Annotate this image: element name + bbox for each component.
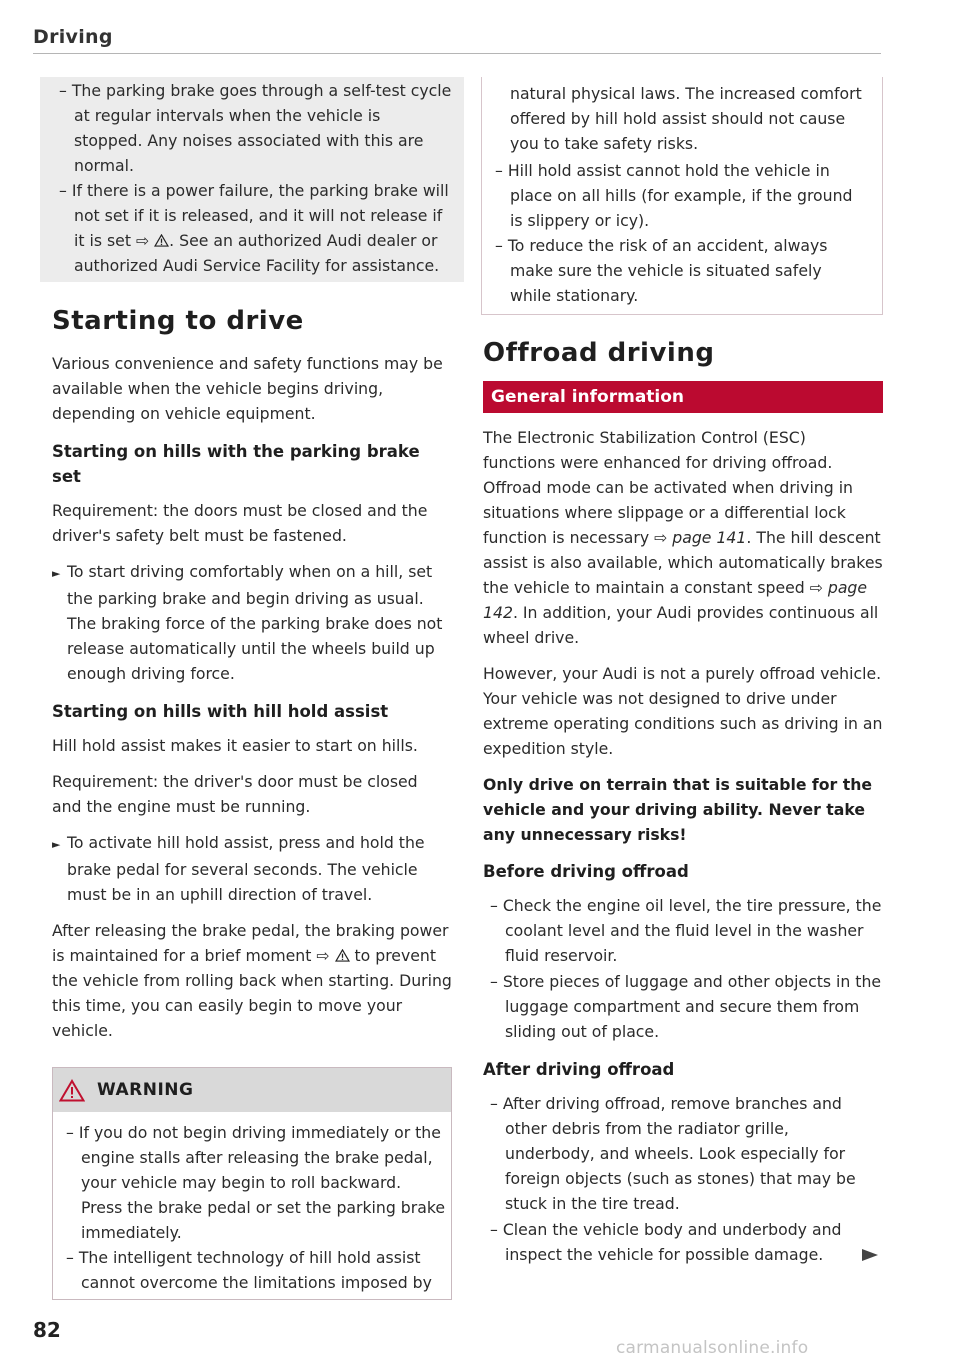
instruction-step: ► To activate hill hold assist, press and hold the brake pedal for several seconds. The vehicle must be in an uphill direction of travel. xyxy=(52,833,425,904)
section-heading: Offroad driving xyxy=(483,338,715,368)
warning-item: – Hill hold assist cannot hold the vehicle in place on all hills (for example, if the ground is slippery or icy). xyxy=(482,158,866,233)
subheading: Starting on hills with hill hold assist xyxy=(52,702,389,721)
list-item: – After driving offroad, remove branches and other debris from the radiator grille, underbody, and wheels. Look especially for foreign objects (such as stones) that may be stuck in the tire tread. xyxy=(483,1091,883,1216)
left-column xyxy=(52,77,452,1300)
paragraph: Hill hold assist makes it easier to start on hills. xyxy=(52,736,418,755)
section-heading: Starting to drive xyxy=(52,306,304,336)
list-item: – Store pieces of luggage and other objects in the luggage compartment and secure them from sliding out of place. xyxy=(483,969,883,1044)
parking-brake-notes xyxy=(40,77,464,282)
requirement-text: Requirement: the doors must be closed and the driver's safety belt must be fastened. xyxy=(52,501,428,545)
subheading: Starting on hills with the parking brake set xyxy=(52,442,420,486)
page-reference-link[interactable]: ⇨ page 142 xyxy=(483,578,868,622)
warning-title: WARNING xyxy=(97,1080,194,1100)
instruction-step: ► To start driving comfortably when on a hill, set the parking brake and begin driving as usual. The braking force of the parking brake does not release automatically until the wheels build up enough driving force. xyxy=(52,562,443,683)
warning-triangle-icon xyxy=(335,949,350,962)
warning-item: – The intelligent technology of hill hold assist cannot overcome the limitations imposed by xyxy=(59,1245,445,1295)
warning-triangle-icon xyxy=(59,1079,85,1102)
warning-item: – If you do not begin driving immediately or the engine stalls after releasing the brake pedal, your vehicle may begin to roll backward. Press the brake pedal or set the parking brake immediately. xyxy=(59,1120,445,1245)
page-number: 82 xyxy=(33,1318,61,1342)
warning-triangle-icon xyxy=(154,234,169,247)
note-item: – If there is a power failure, the parking brake will not set if it is released, and it will not release if it is set ⇨ . See an authorized Audi dealer or authorized Audi Service Facility for assistance. xyxy=(52,178,452,278)
continue-arrow-icon xyxy=(862,1249,878,1261)
step-arrow-icon: ► xyxy=(52,838,61,851)
right-column xyxy=(483,77,883,1267)
warning-header xyxy=(53,1068,451,1112)
warning-paragraph: natural physical laws. The increased comfort offered by hill hold assist should not cause you to take safety risks. xyxy=(510,84,862,153)
step-arrow-icon: ► xyxy=(52,567,61,580)
warning-continuation xyxy=(481,77,883,315)
list-item: – Check the engine oil level, the tire pressure, the coolant level and the fluid level in the washer fluid reservoir. xyxy=(483,893,883,968)
emphasis-paragraph: Only drive on terrain that is suitable for the vehicle and your driving ability. Never take any unnecessary risks! xyxy=(483,775,873,844)
page-reference-link[interactable]: ⇨ page 141 xyxy=(654,528,747,547)
warning-box xyxy=(52,1067,452,1300)
watermark: carmanualsonline.info xyxy=(616,1338,809,1358)
intro-paragraph: Various convenience and safety functions may be available when the vehicle begins driving, depending on vehicle equipment. xyxy=(52,354,443,423)
requirement-text: Requirement: the driver's door must be closed and the engine must be running. xyxy=(52,772,418,816)
paragraph: However, your Audi is not a purely offroad vehicle. Your vehicle was not designed to drive under extreme operating conditions such as driving in an expedition style. xyxy=(483,664,883,758)
warning-body xyxy=(53,1112,451,1299)
list-item: – Clean the vehicle body and underbody and inspect the vehicle for possible damage. xyxy=(483,1217,883,1267)
section-bar: General information xyxy=(483,381,883,413)
paragraph: The Electronic Stabilization Control (ESC) functions were enhanced for driving offroad. Offroad mode can be activated when driving in situations where slippage or a differential lock function is necessary ⇨ page 141. The hill descent assist is also available, which automatically brakes the vehicle to maintain a constant speed ⇨ page 142. In addition, your Audi provides continuous all wheel drive. xyxy=(483,428,883,647)
subheading: Before driving offroad xyxy=(483,862,689,881)
header-divider xyxy=(33,53,881,54)
subheading: After driving offroad xyxy=(483,1060,675,1079)
note-item: – The parking brake goes through a self-test cycle at regular intervals when the vehicle is stopped. Any noises associated with this are normal. xyxy=(52,78,452,178)
warning-item: – To reduce the risk of an accident, always make sure the vehicle is situated safely while stationary. xyxy=(482,233,866,308)
section-header: Driving xyxy=(33,26,113,48)
paragraph: After releasing the brake pedal, the braking power is maintained for a brief moment ⇨ to prevent the vehicle from rolling back when starting. During this time, you can easily begin to move your vehicle. xyxy=(52,921,452,1040)
